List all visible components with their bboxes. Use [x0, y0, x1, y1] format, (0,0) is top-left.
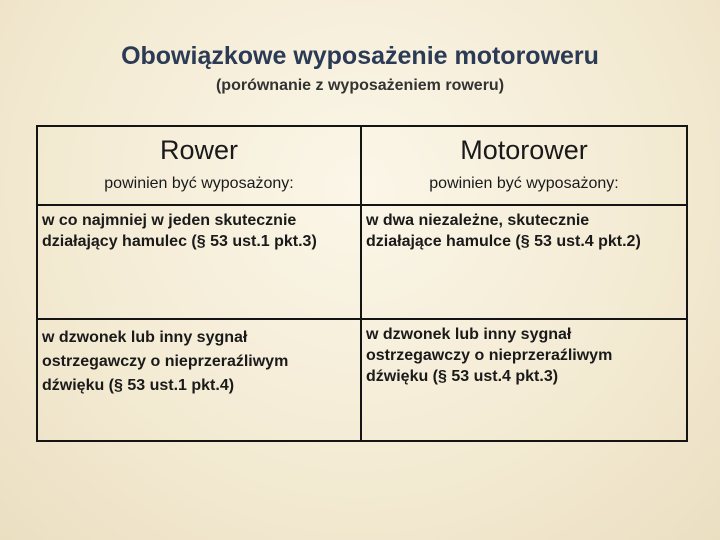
column-subheader-label: powinien być wyposażony: [429, 174, 619, 192]
cell-line: działające hamulce (§ 53 ust.4 pkt.2) [366, 233, 641, 250]
table-cell [361, 205, 687, 319]
column-header-motorower [361, 126, 687, 167]
comparison-table [36, 125, 688, 442]
cell-line: w dzwonek lub inny sygnał [42, 329, 248, 346]
column-subheader-motorower [361, 167, 687, 205]
cell-text [38, 320, 360, 398]
cell-text [362, 206, 686, 252]
column-header-label: Rower [159, 135, 239, 165]
cell-line: dźwięku (§ 53 ust.1 pkt.4) [42, 377, 235, 394]
cell-line: ostrzegawczy o nieprzeraźliwym [42, 353, 289, 370]
column-subheader-rower [37, 167, 361, 205]
page-subtitle: (porównanie z wyposażeniem roweru) [215, 77, 505, 94]
page-title: Obowiązkowe wyposażenie motoroweru [121, 42, 599, 70]
table-cell [361, 319, 687, 441]
cell-line: dźwięku (§ 53 ust.4 pkt.3) [366, 368, 559, 385]
cell-line: ostrzegawczy o nieprzeraźliwym [366, 347, 613, 364]
cell-line: w dwa niezależne, skutecznie [366, 212, 590, 229]
table-header-row [37, 126, 687, 167]
table-subheader-row [37, 167, 687, 205]
table-cell [37, 319, 361, 441]
cell-text [38, 206, 360, 252]
cell-line: w co najmniej w jeden skutecznie [42, 212, 297, 229]
table-cell [37, 205, 361, 319]
column-header-rower [37, 126, 361, 167]
column-subheader-label: powinien być wyposażony: [104, 174, 294, 192]
cell-line: działający hamulec (§ 53 ust.1 pkt.3) [42, 233, 317, 250]
table-row-brakes [37, 205, 687, 319]
cell-text [362, 320, 686, 387]
column-header-label: Motorower [460, 135, 588, 165]
cell-line: w dzwonek lub inny sygnał [366, 326, 572, 343]
table-row-bell [37, 319, 687, 441]
